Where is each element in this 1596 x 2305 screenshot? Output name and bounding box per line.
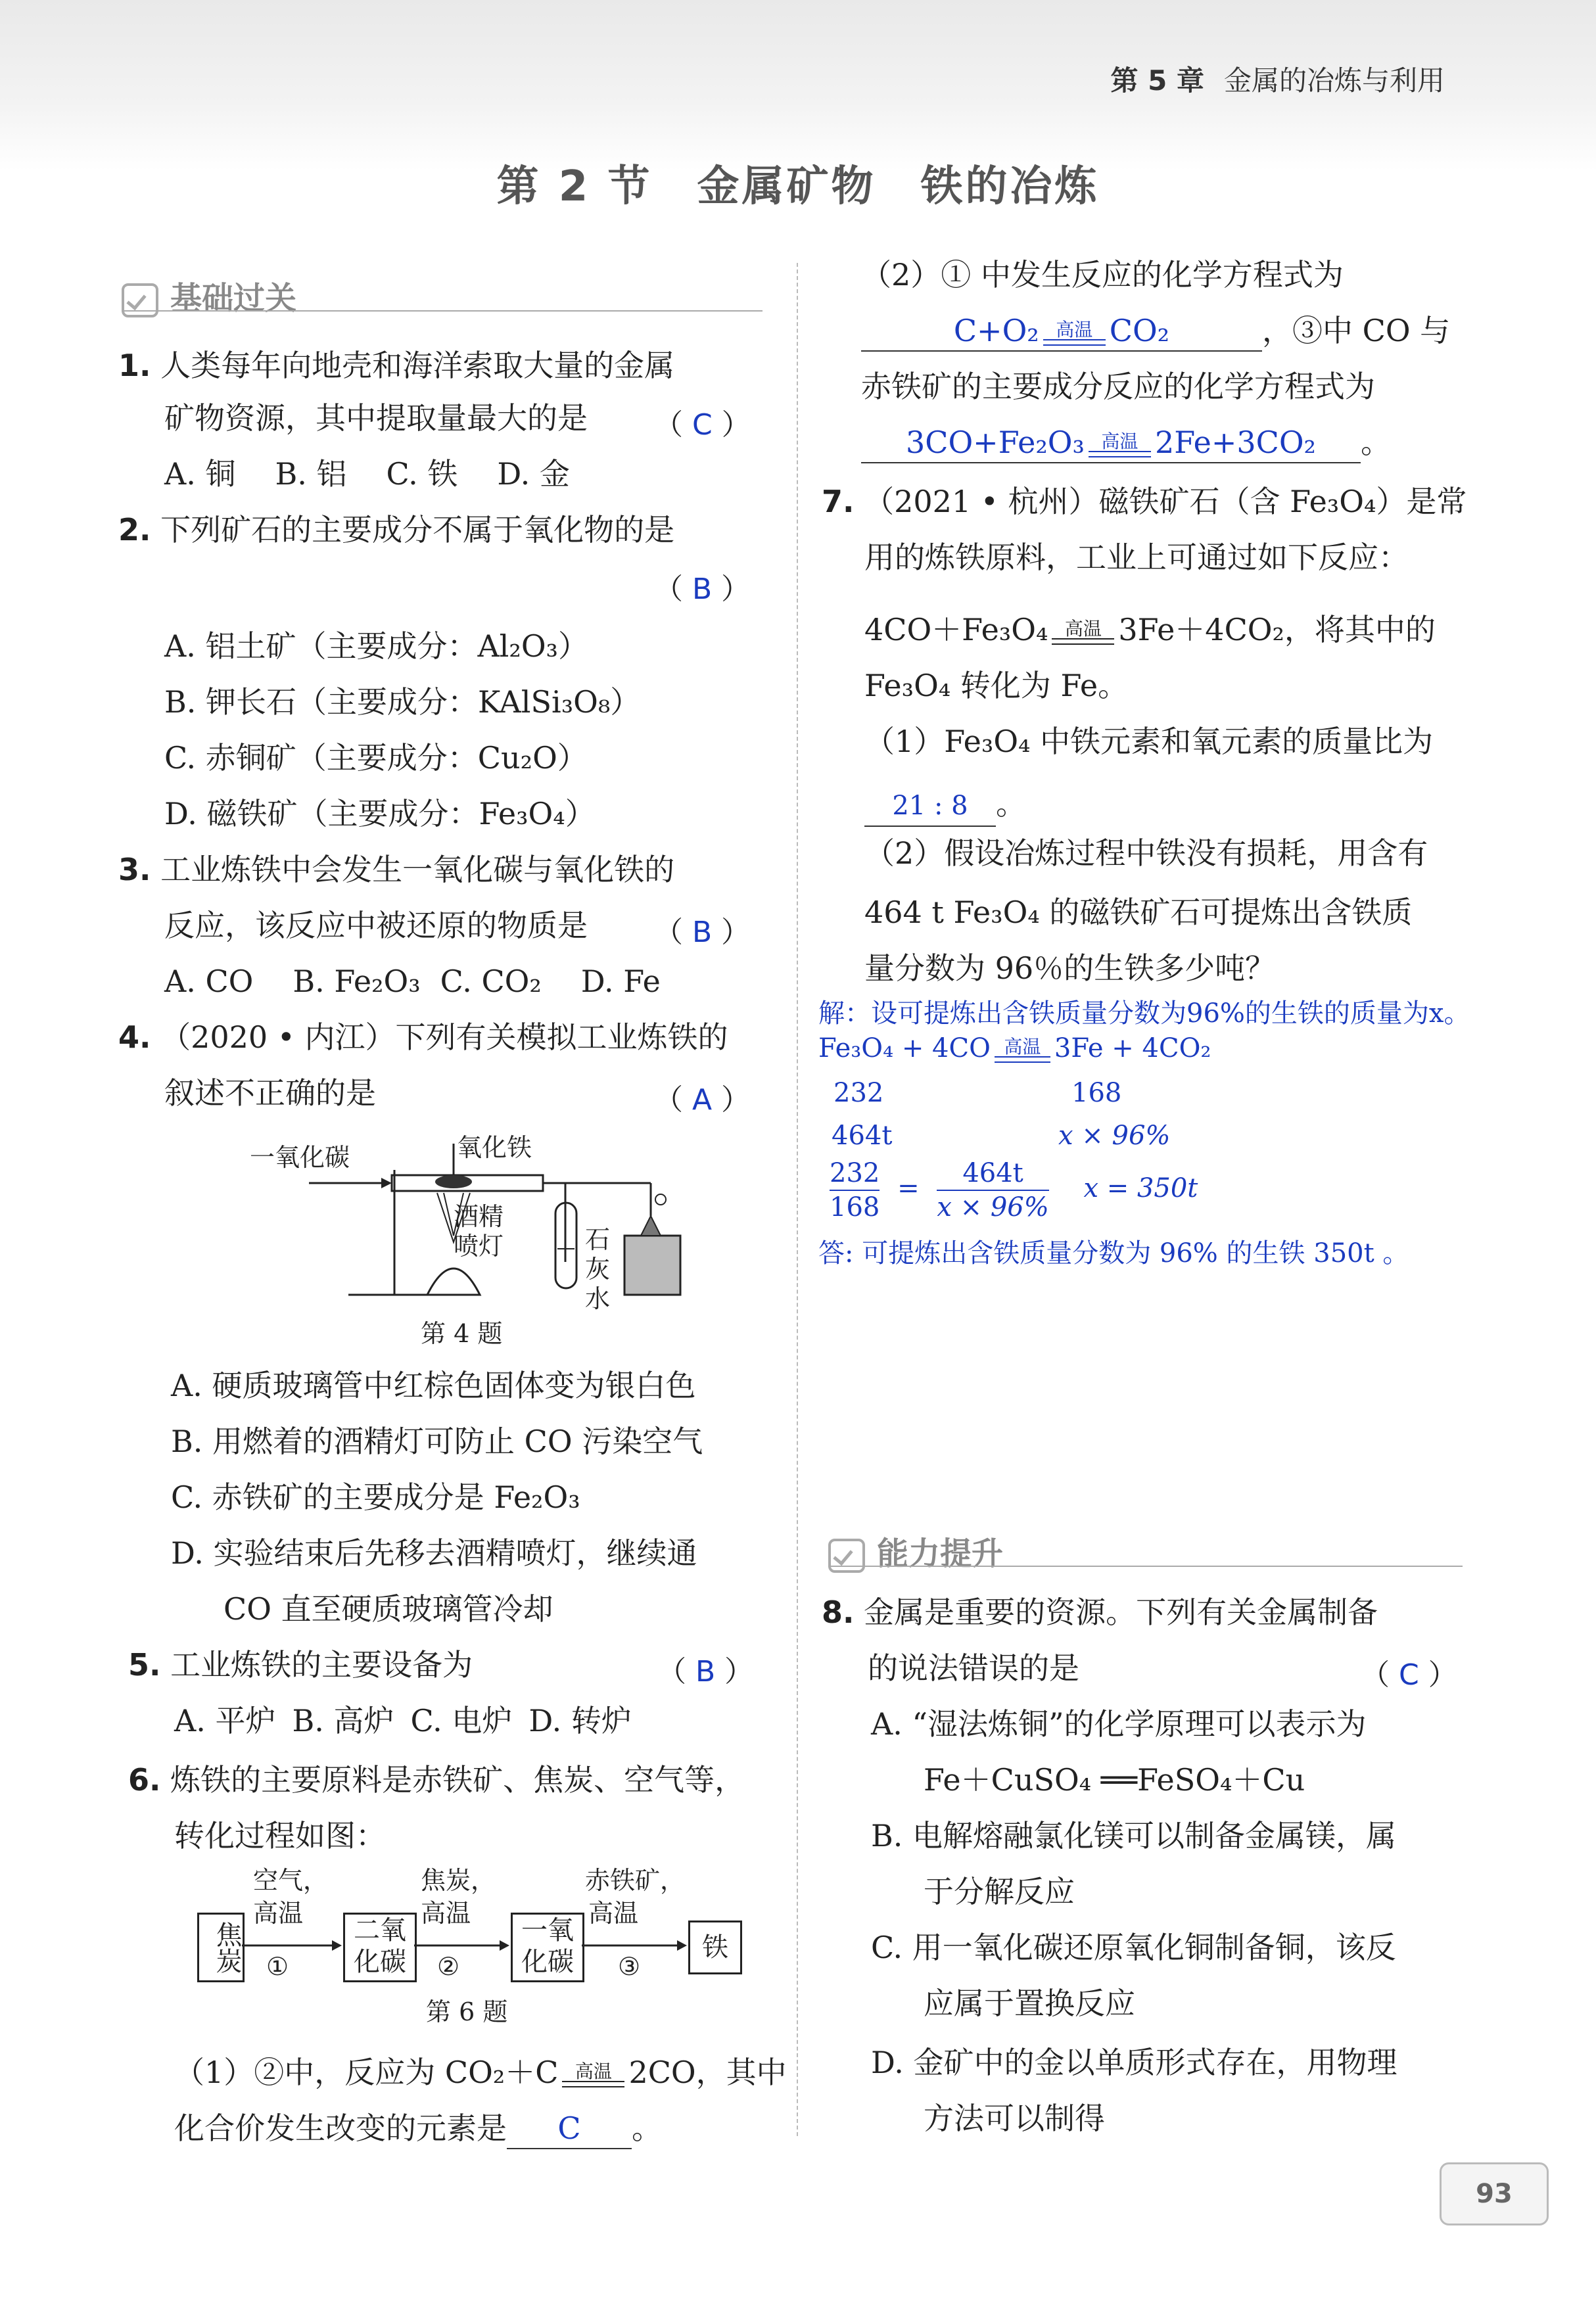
flow-a2-num: ② (437, 1952, 460, 1981)
q7-p2-line2: 464 t Fe₃O₄ 的磁铁矿石可提炼出含铁质 (864, 895, 1413, 930)
q8-line2: 的说法错误的是 (868, 1650, 1079, 1686)
fig4-fe2o3-label: 氧化铁 (457, 1133, 532, 1162)
q7-solution-answer: 答: 可提炼出含铁质量分数为 96% 的生铁 350t 。 (818, 1238, 1409, 1269)
q4-option-c: C. 赤铁矿的主要成分是 Fe₂O₃ (171, 1479, 580, 1515)
section-basic-rule (122, 310, 763, 312)
flow-a3-top: 赤铁矿， (585, 1866, 686, 1895)
flow-box-co: 一氧化碳 (511, 1913, 584, 1982)
sol-proportion: $\frac{232}{168}$ = $\frac{464t}{x \times 96\%}$ x = 350t (830, 1158, 1198, 1222)
q2-option-b: B. 钾长石（主要成分：KAlSi₃O₈） (164, 684, 641, 720)
sol-mass-fe: 168 (1071, 1078, 1122, 1108)
section-advanced-label: 能力提升 (877, 1535, 1004, 1572)
q3-answer-paren: （ B ） (654, 916, 751, 949)
q6-p2-line1: （2）① 中发生反应的化学方程式为 (861, 257, 1344, 292)
q6-text1: 炼铁的主要原料是赤铁矿、焦炭、空气等， (170, 1762, 745, 1798)
q3-option-b: B. Fe₂O₃ (293, 964, 421, 999)
fig4-caption: 第 4 题 (421, 1319, 503, 1348)
q8-line1 (822, 1584, 1378, 1641)
q1-options (164, 446, 570, 502)
q7-p1: （1）Fe₃O₄ 中铁元素和氧元素的质量比为 (864, 724, 1434, 759)
q3-number: 3. (118, 852, 151, 887)
q1-option-b: B. 铝 (275, 456, 347, 492)
q2-answer: B (692, 572, 713, 606)
q7-p1-answer-line: 21 : 8 。 (864, 776, 1026, 832)
fig6-caption: 第 6 题 (426, 1997, 508, 2026)
q5-option-c: C. 电炉 (410, 1703, 513, 1738)
flow-box-co2: 二氧化碳 (343, 1913, 417, 1982)
sol-mass-fe3o4: 232 (833, 1078, 884, 1108)
column-divider (797, 263, 798, 2136)
q8-answer-paren: （ C ） (1361, 1658, 1457, 1692)
page-number: 93 (1440, 2162, 1549, 2225)
sol-frac2-bottom: x × 96% (937, 1192, 1049, 1222)
q3-options (164, 953, 661, 1010)
q8-option-c1: C. 用一氧化碳还原氧化铜制备铜，该反 (871, 1930, 1396, 1965)
q5-option-b: B. 高炉 (292, 1703, 394, 1738)
q6-p1-text: （1）②中，反应为 CO₂＋C (174, 2055, 559, 2090)
flow-box-coke: 焦炭 (197, 1913, 245, 1982)
q8-option-d1: D. 金矿中的金以单质形式存在，用物理 (871, 2045, 1397, 2080)
q1-option-d: D. 金 (497, 456, 570, 492)
q4-option-d1: D. 实验结束后先移去酒精喷灯，继续通 (171, 1535, 697, 1571)
q1-answer: C (692, 408, 713, 442)
q2-number: 2. (118, 512, 151, 547)
q4-figure (250, 1130, 716, 1328)
sol-given-fe: x × 96% (1058, 1121, 1171, 1151)
q8-option-a1: A. “湿法炼铜”的化学原理可以表示为 (871, 1706, 1367, 1742)
q1-option-c: C. 铁 (386, 456, 458, 492)
flow-a1-mid: 高温 (253, 1899, 304, 1928)
q6-p2-answer2-cond-text: 高温 (1101, 431, 1138, 452)
q6-p1-text2: 化合价发生改变的元素是 (174, 2110, 507, 2146)
q6-p2-answer1-condition (1043, 321, 1106, 346)
fig4-lime-label1: 石 (585, 1225, 611, 1254)
q4-answer-paren: （ A ） (654, 1083, 751, 1117)
q6-flow-diagram (197, 1860, 743, 1998)
q6-p2-answer2 (861, 423, 1361, 463)
fig4-lime-label3: 水 (585, 1284, 611, 1313)
flow-a2-mid: 高温 (421, 1899, 471, 1928)
q7-eq-condition (1052, 620, 1114, 645)
q8-option-d2: 方法可以制得 (924, 2101, 1105, 2136)
q1-line2: 矿物资源，其中提取量最大的是 (164, 400, 588, 436)
q3-option-c: C. CO₂ (440, 964, 542, 999)
q8-number: 8. (822, 1595, 855, 1630)
q4-option-b: B. 用燃着的酒精灯可防止 CO 污染空气 (171, 1424, 703, 1459)
q6-p2-answer2-condition (1089, 432, 1151, 457)
flow-a2-top: 焦炭， (421, 1866, 496, 1895)
q7-text1: （2021 • 杭州）磁铁矿石（含 Fe₃O₄）是常 (864, 484, 1467, 519)
sol-eq-condition (995, 1038, 1050, 1063)
q6-p1-line1 (174, 2044, 787, 2101)
q6-p2-answer1-left: C+O₂ (953, 313, 1039, 348)
q7-eq-right: 3Fe＋4CO₂，将其中的 (1118, 612, 1436, 647)
q1-number: 1. (118, 348, 151, 383)
running-header (1111, 59, 1445, 99)
q5-text1: 工业炼铁的主要设备为 (170, 1647, 473, 1683)
sol-eq-right: 3Fe + 4CO₂ (1054, 1033, 1211, 1063)
q2-option-c: C. 赤铜矿（主要成分：Cu₂O） (164, 740, 588, 776)
q4-answer: A (692, 1083, 713, 1117)
q8-option-b1: B. 电解熔融氯化镁可以制备金属镁，属 (871, 1818, 1397, 1853)
sol-frac1-bottom: 168 (830, 1192, 880, 1222)
sol-frac2 (937, 1157, 1048, 1224)
q2-answer-paren: （ B ） (654, 572, 751, 606)
q6-p2-line3: 赤铁矿的主要成分反应的化学方程式为 (861, 369, 1375, 404)
q8-option-b2: 于分解反应 (924, 1874, 1075, 1909)
q6-p1-tail: 2CO，其中 (628, 2055, 787, 2090)
q7-solution-line1: 解：设可提炼出含铁质量分数为96%的生铁的质量为x。 (818, 998, 1470, 1029)
q8-text1: 金属是重要的资源。下列有关金属制备 (864, 1595, 1378, 1630)
q8-answer: C (1399, 1658, 1419, 1692)
sol-eq-left: Fe₃O₄ + 4CO (818, 1033, 991, 1063)
q3-line1 (118, 841, 674, 898)
sol-frac1 (830, 1157, 880, 1224)
q6-line2: 转化过程如图： (174, 1818, 386, 1853)
q2-option-a: A. 铝土矿（主要成分：Al₂O₃） (164, 628, 588, 664)
q3-answer: B (692, 916, 713, 949)
q7-solution-equation (818, 1033, 1211, 1063)
q3-option-a: A. CO (164, 964, 254, 999)
chapter-number: 第 5 章 (1110, 64, 1204, 97)
q1-answer-paren: （ C ） (654, 408, 751, 442)
flow-a1-top: 空气， (253, 1866, 329, 1895)
q6-number: 6. (128, 1762, 161, 1798)
q4-option-a: A. 硬质玻璃管中红棕色固体变为银白色 (171, 1368, 696, 1403)
q4-line2: 叙述不正确的是 (164, 1075, 376, 1111)
q2-text1: 下列矿石的主要成分不属于氧化物的是 (160, 512, 675, 547)
section-basic-label: 基础过关 (170, 280, 297, 317)
flow-a3-mid: 高温 (588, 1899, 639, 1928)
fig4-lamp-label2: 喷灯 (454, 1232, 504, 1261)
q7-eq-cond-text: 高温 (1064, 618, 1102, 640)
flow-box-iron: 铁 (688, 1921, 742, 1974)
q4-line1 (118, 1009, 728, 1065)
q6-p2-answer2-left: 3CO+Fe₂O₃ (906, 425, 1085, 460)
section-advanced-rule (828, 1566, 1463, 1567)
q7-line4: Fe₃O₄ 转化为 Fe。 (864, 668, 1129, 703)
sol-given-fe3o4: 464t (832, 1121, 893, 1151)
q4-option-d2: CO 直至硬质玻璃管冷却 (223, 1591, 553, 1627)
q6-line1 (128, 1752, 745, 1808)
sol-frac2-top: 464t (937, 1157, 1048, 1191)
q7-p2-line3: 量分数为 96％的生铁多少吨？ (864, 950, 1276, 986)
sol-result: x = 350t (1083, 1173, 1198, 1203)
q7-number: 7. (822, 484, 855, 519)
q3-line2: 反应，该反应中被还原的物质是 (164, 908, 588, 943)
q6-p2-answer1-right: CO₂ (1109, 313, 1170, 348)
q4-text1: （2020 • 内江）下列有关模拟工业炼铁的 (160, 1019, 728, 1055)
q3-text1: 工业炼铁中会发生一氧化碳与氧化铁的 (160, 852, 675, 887)
q5-option-a: A. 平炉 (174, 1703, 276, 1738)
q5-number: 5. (128, 1647, 161, 1683)
q4-number: 4. (118, 1019, 151, 1055)
chapter-title: 金属的冶炼与利用 (1223, 64, 1445, 97)
fig4-lamp-label1: 酒精 (454, 1202, 504, 1231)
q3-option-d: D. Fe (580, 964, 661, 999)
q7-eq-left: 4CO＋Fe₃O₄ (864, 612, 1048, 647)
q6-p2-line2 (861, 302, 1450, 359)
q6-p2-answer2-right: 2Fe+3CO₂ (1154, 425, 1316, 460)
q5-answer: B (695, 1655, 716, 1688)
q7-p2-line1: （2）假设冶炼过程中铁没有损耗，用含有 (864, 835, 1428, 871)
q1-line1 (118, 337, 674, 394)
q2-option-d: D. 磁铁矿（主要成分：Fe₃O₄） (164, 796, 596, 831)
q7-line2: 用的炼铁原料，工业上可通过如下反应： (864, 540, 1409, 575)
q6-p2-answer1 (861, 311, 1262, 352)
q6-p2-line4: 3CO+Fe₂O₃ 高温 2Fe+3CO₂ 。 (861, 414, 1391, 471)
q5-option-d: D. 转炉 (528, 1703, 632, 1738)
q5-options (174, 1692, 632, 1749)
q5-line1 (128, 1637, 473, 1693)
q6-p1-condition (562, 2062, 624, 2087)
q1-option-a: A. 铜 (164, 456, 236, 492)
q7-line1 (822, 473, 1467, 530)
sol-eq-cond-text: 高温 (1004, 1036, 1041, 1058)
q6-p1-answer: C (507, 2108, 632, 2149)
fig4-co-label: 一氧化碳 (250, 1143, 350, 1172)
q6-p2-answer1-cond-text: 高温 (1056, 319, 1093, 340)
q6-p1-line2: 化合价发生改变的元素是 C 。 (174, 2100, 662, 2156)
q5-answer-paren: （ B ） (657, 1655, 754, 1688)
sol-frac1-top: 232 (830, 1157, 880, 1191)
q1-text1: 人类每年向地壳和海洋索取大量的金属 (160, 348, 675, 383)
q8-option-a2: Fe＋CuSO₄ ══FeSO₄＋Cu (924, 1762, 1305, 1798)
q8-option-c2: 应属于置换反应 (924, 1986, 1135, 2021)
q6-p2-mid: ，③中 CO 与 (1262, 313, 1451, 348)
q2-line1 (118, 501, 674, 558)
fig4-lime-label2: 灰 (585, 1255, 611, 1284)
q7-p1-answer: 21 : 8 (864, 786, 996, 827)
checkmark-icon (828, 1539, 865, 1573)
checkmark-icon (122, 283, 158, 317)
flow-a1-num: ① (266, 1952, 289, 1981)
q7-equation (864, 601, 1436, 658)
page-title: 第 2 节 金属矿物 铁的冶炼 (496, 162, 1100, 211)
flow-a3-num: ③ (618, 1952, 641, 1981)
q6-p1-condition-text: 高温 (575, 2061, 612, 2082)
